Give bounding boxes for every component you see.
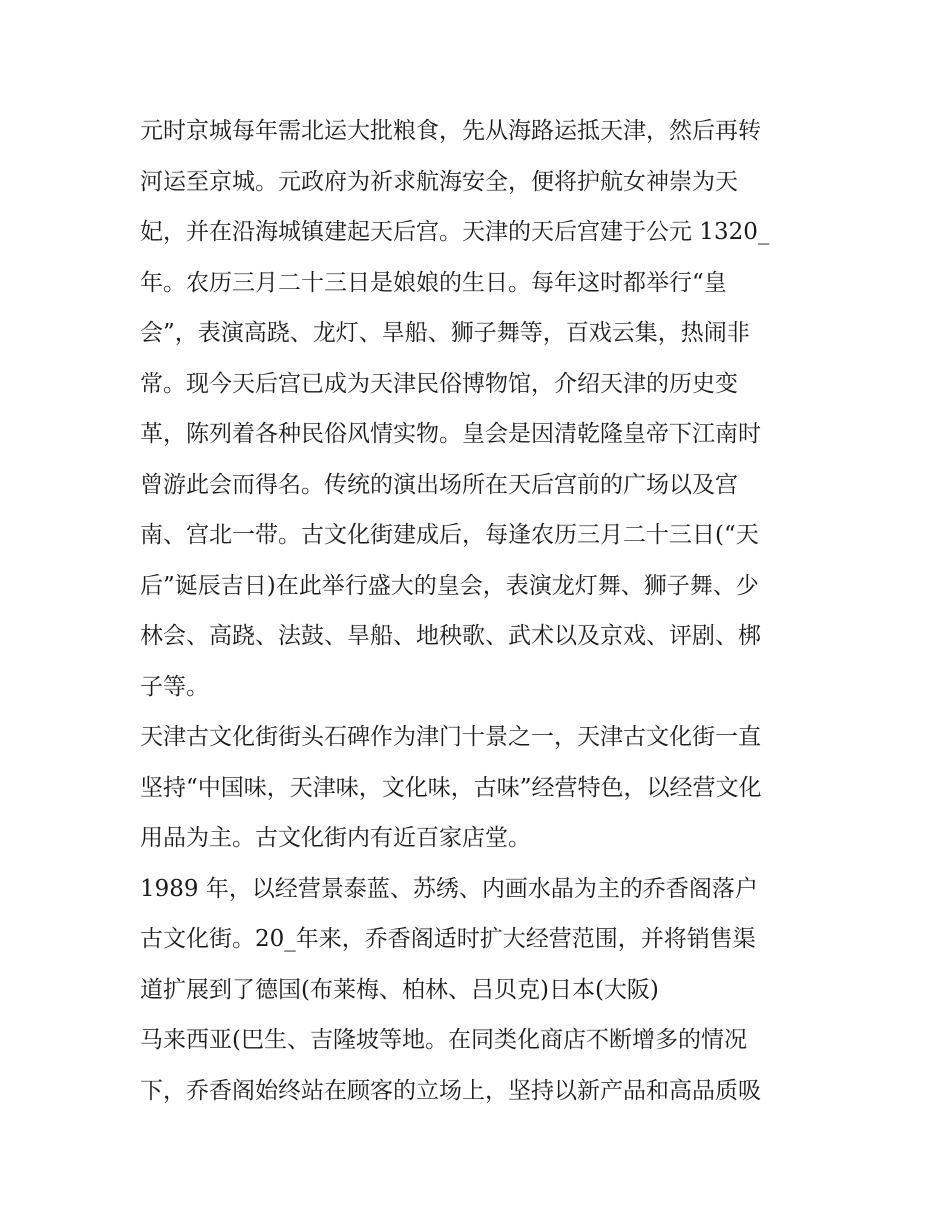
text-line-3: 妃，并在沿海城镇建起天后宫。天津的天后宫建于公元 1320_ [140,219,770,245]
text-line-13: 天津古文化街街头石碑作为津门十景之一，天津古文化街一直 [140,724,761,750]
text-line-18: 道扩展到了德国(布莱梅、柏林、吕贝克)日本(大阪) [140,976,659,1003]
text-line-17: 古文化街。20_年来，乔香阁适时扩大经营范围，并将销售渠 [140,926,756,952]
text-line-1: 元时京城每年需北运大批粮食，先从海路运抵天津，然后再转 [140,118,761,144]
text-line-4: 年。农历三月二十三日是娘娘的生日。每年这时都举行“皇 [140,269,727,296]
text-line-12: 子等。 [140,673,209,700]
body-text [140,106,820,1116]
text-line-7: 革，陈列着各种民俗风情实物。皇会是因清乾隆皇帝下江南时 [140,421,761,447]
text-line-11: 林会、高跷、法鼓、旱船、地秧歌、武术以及京戏、评剧、梆 [140,623,761,649]
text-line-19: 马来西亚(巴生、吉隆坡等地。在同类化商店不断增多的情况 [140,1027,747,1053]
text-line-15: 用品为主。古文化街内有近百家店堂。 [140,825,531,851]
text-line-16: 1989 年，以经营景泰蓝、苏绣、内画水晶为主的乔香阁落户 [140,875,758,902]
text-line-2: 河运至京城。元政府为祈求航海安全，便将护航女神崇为天 [140,168,738,195]
text-line-14: 坚持“中国味，天津味，文化味，古味”经营特色，以经营文化 [140,774,762,801]
text-line-9: 南、宫北一带。古文化街建成后，每逢农历三月二十三日(“天 [140,522,759,548]
text-line-6: 常。现今天后宫已成为天津民俗博物馆，介绍天津的历史变 [140,370,738,397]
text-line-20: 下，乔香阁始终站在顾客的立场上，坚持以新产品和高品质吸 [140,1077,761,1104]
text-line-5: 会”，表演高跷、龙灯、旱船、狮子舞等，百戏云集，热闹非 [140,320,750,346]
text-line-10: 后”诞辰吉日)在此举行盛大的皇会，表演龙灯舞、狮子舞、少 [140,572,759,599]
text-line-8: 曾游此会而得名。传统的演出场所在天后宫前的广场以及宫 [140,471,738,498]
